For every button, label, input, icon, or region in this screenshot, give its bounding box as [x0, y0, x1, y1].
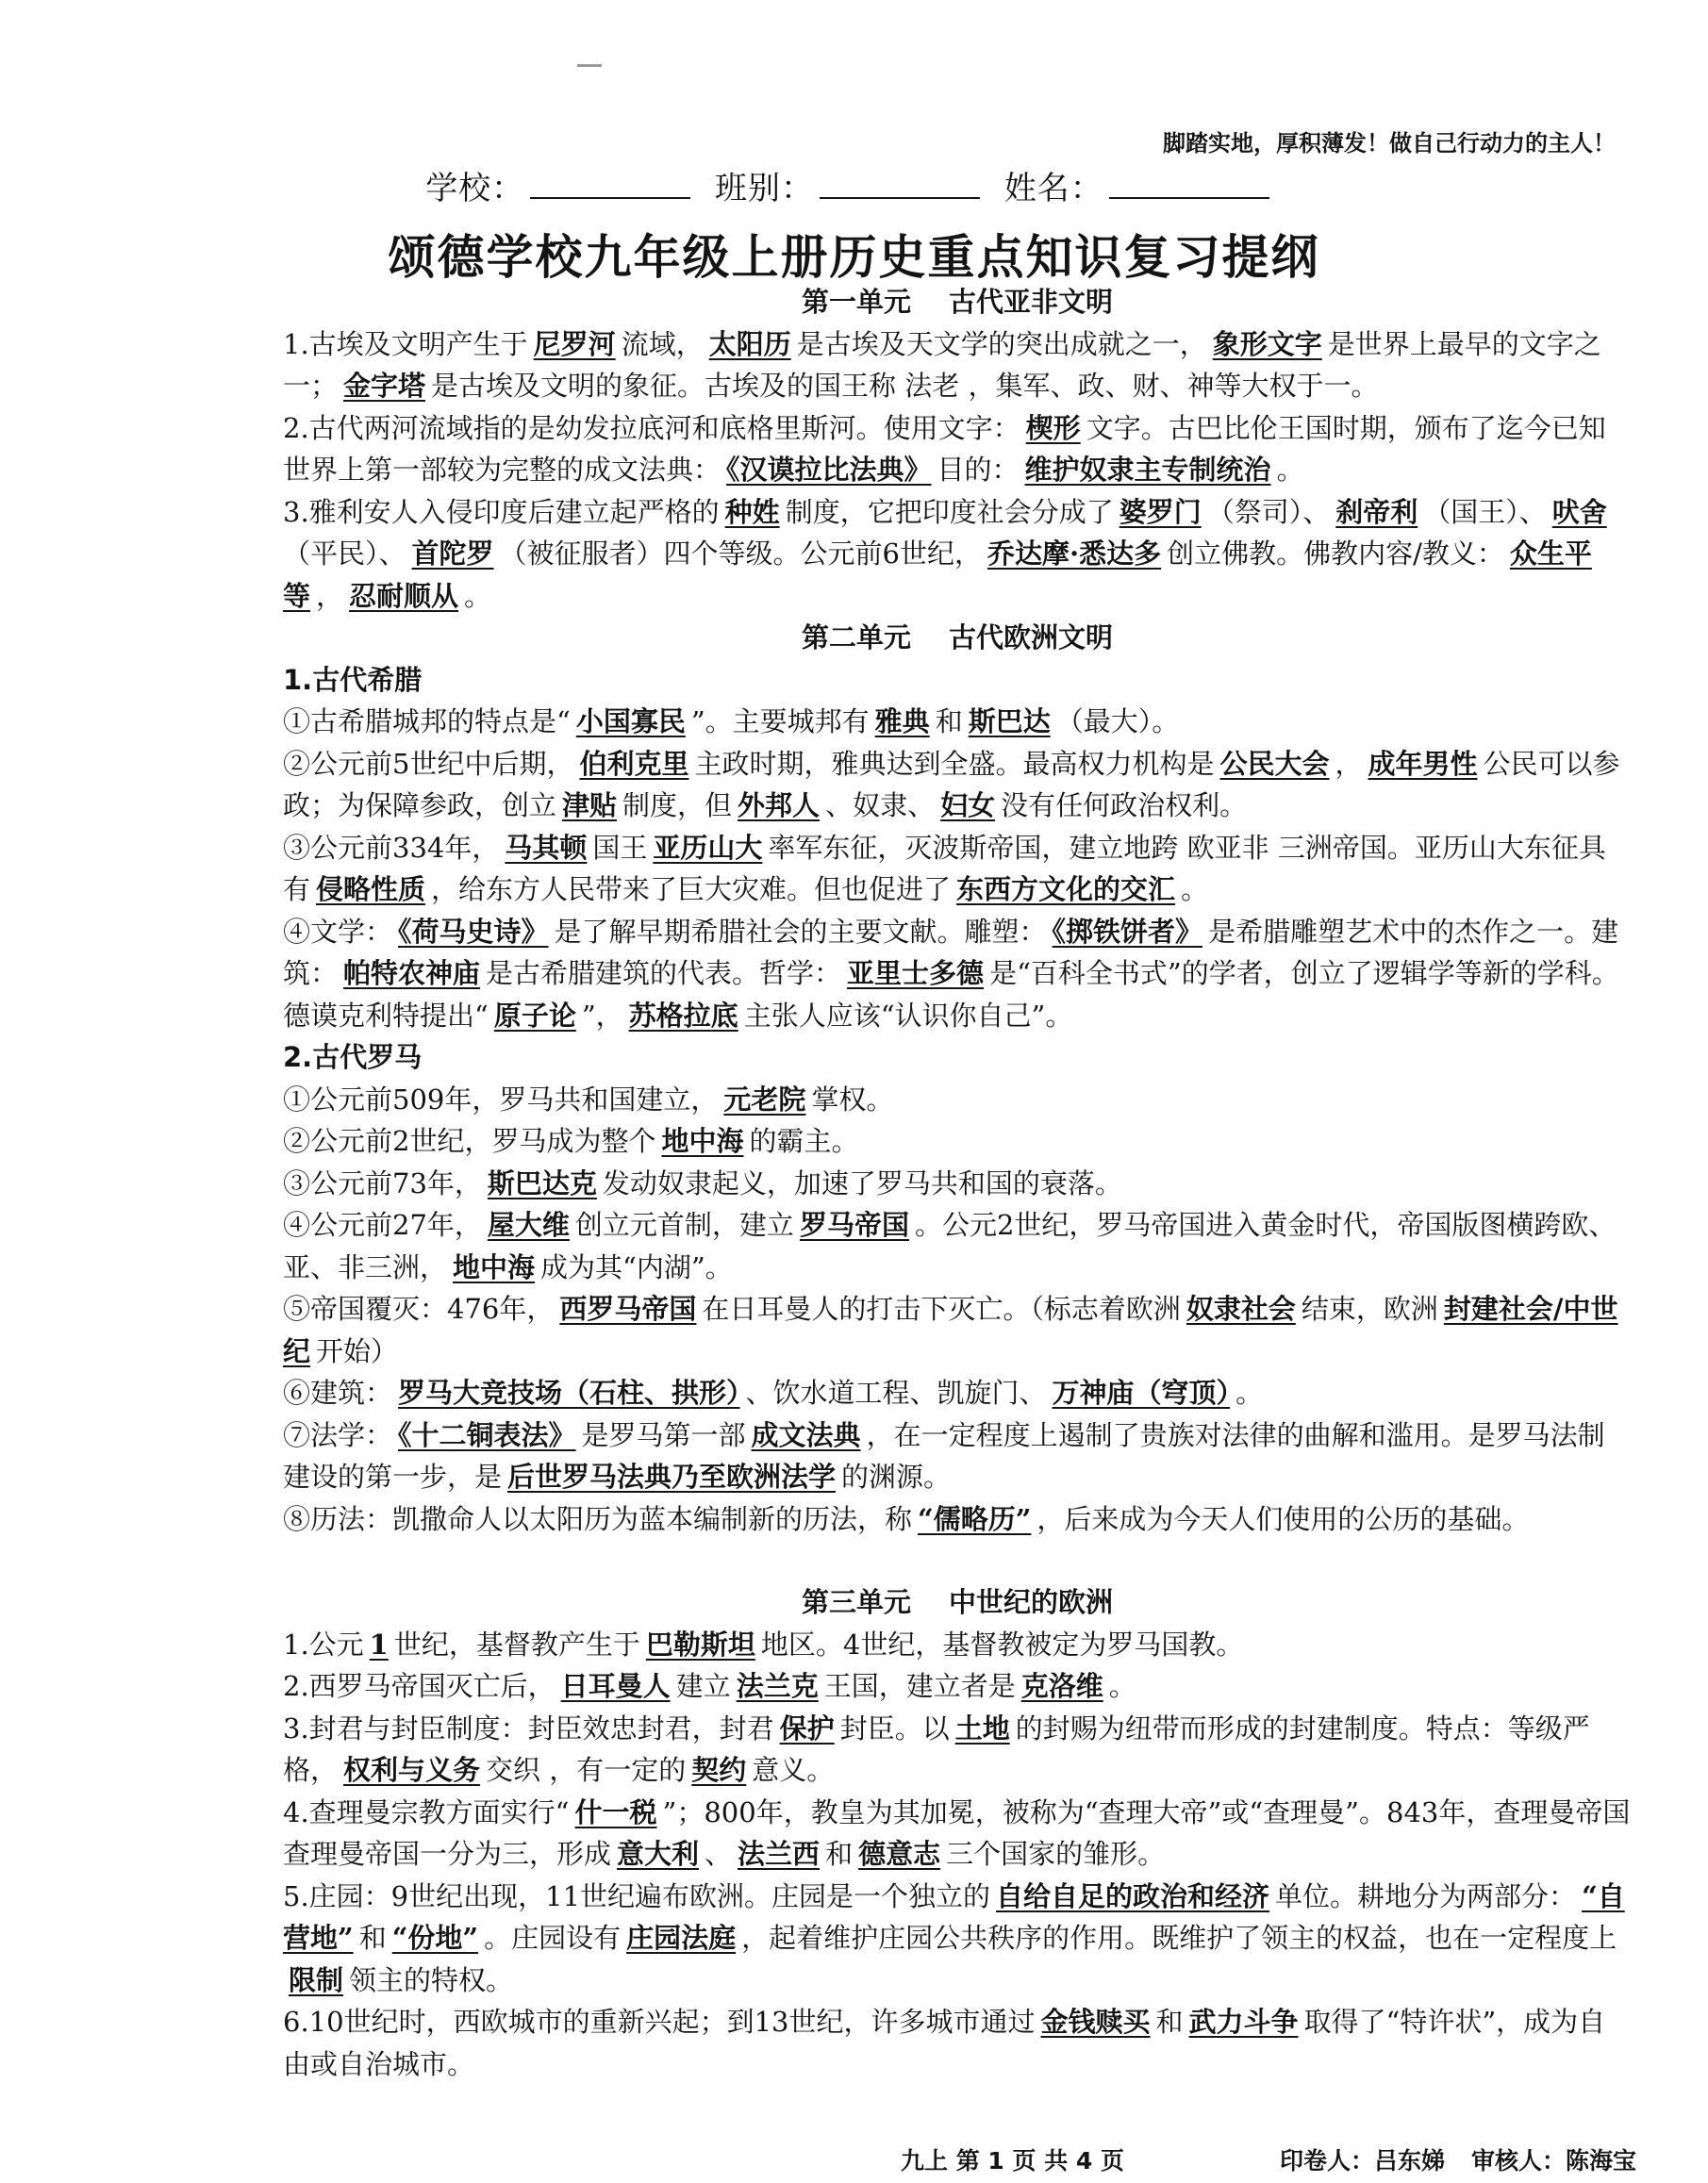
answer-blank: 《掷铁饼者》 [1052, 915, 1203, 948]
text-segment: ”。主要城邦有 [690, 705, 870, 737]
text-segment: 是古埃及文明的象征。古埃及的国王称 法老 ，集军、政、财、神等大权于一。 [431, 370, 1379, 402]
text-segment: 制度，但 [622, 789, 733, 821]
text-segment: ，在一定程度上遏制了贵族对法律的曲解和滥用。是罗马法制建设的第一步，是 [283, 1418, 1605, 1493]
text-segment: 制度，它把印度社会分成了 [785, 495, 1114, 528]
text-segment: ①公元前509年，罗马共和国建立， [283, 1083, 719, 1116]
name-label: 姓名： [1003, 170, 1103, 207]
section-heading: 1.古代希腊 [283, 663, 423, 696]
text-segment: ，后来成为今天人们使用的公历的基础。 [1036, 1502, 1530, 1535]
text-segment: 结束，欧洲 [1301, 1293, 1438, 1325]
text-segment: ⑤帝国覆灭：476年， [283, 1293, 555, 1325]
text-segment: 是了解早期希腊社会的主要文献。雕塑： [554, 915, 1047, 948]
text-segment: 5.庄园：9世纪出现，11世纪遍布欧洲。庄园是一个独立的 [283, 1879, 991, 1912]
text-segment: 、奴隶、 [825, 789, 936, 821]
paragraph [283, 1120, 1632, 1163]
text-segment: 1.古埃及文明产生于 [283, 327, 528, 360]
text-segment: 目的： [937, 454, 1020, 486]
paragraph [283, 1204, 1632, 1288]
answer-blank: 金钱赎买 [1040, 2006, 1151, 2038]
paragraph [283, 701, 1632, 743]
answer-blank: 太阳历 [708, 327, 791, 360]
text-segment: 和 [935, 705, 963, 737]
text-segment: 主张人应该“认识你自己”。 [743, 999, 1073, 1032]
text-segment: 的渊源。 [841, 1461, 952, 1493]
text-segment: （最大）。 [1055, 705, 1180, 737]
answer-blank: 德意志 [858, 1838, 941, 1870]
answer-blank: 刹帝利 [1335, 495, 1418, 528]
unit-1-heading: 第一单元 古代亚非文明 [801, 286, 1114, 318]
section-heading: 2.古代罗马 [283, 1041, 423, 1073]
answer-blank: 尼罗河 [533, 327, 616, 360]
answer-blank: 金字塔 [343, 370, 426, 402]
text-segment: 的霸主。 [749, 1125, 859, 1157]
paragraph [283, 491, 1632, 618]
text-segment: ， [1335, 747, 1363, 780]
page-title: 颂德学校九年级上册历史重点知识复习提纲 [388, 230, 1320, 285]
answer-blank: 保护 [779, 1712, 835, 1745]
text-segment: 和 [358, 1922, 387, 1954]
school-field[interactable] [530, 171, 690, 199]
text-segment: 4.查理曼宗教方面实行“ [283, 1795, 570, 1828]
text-segment: ”；800年，教皇为其加冕，被称为“查理大帝”或“查理曼”。843年，查理曼帝国查理曼帝国一分为三，形成 [283, 1795, 1631, 1870]
answer-blank: 《十二铜表法》 [398, 1418, 576, 1451]
text-segment: 没有任何政治权利。 [1001, 789, 1248, 821]
answer-blank: 日耳曼人 [560, 1670, 671, 1702]
answer-blank: 忍耐顺从 [349, 579, 459, 612]
answer-blank: 什一税 [574, 1795, 657, 1828]
text-segment: ， [316, 579, 344, 612]
answer-blank: 津贴 [562, 789, 618, 821]
text-segment: ，起着维护庄园公共秩序的作用。既维护了领主的权益，也在一定程度上 [741, 1922, 1617, 1954]
answer-blank: 侵略性质 [316, 873, 426, 905]
text-segment: 领主的特权。 [349, 1963, 514, 1996]
spacer [283, 1540, 1632, 1581]
text-segment: 是古埃及天文学的突出成就之一， [796, 327, 1207, 360]
answer-blank: 巴勒斯坦 [645, 1628, 755, 1661]
text-segment: 单位。耕地分为两部分： [1275, 1879, 1577, 1912]
paragraph [283, 1163, 1632, 1205]
text-segment: 掌权。 [811, 1083, 894, 1116]
answer-blank: 克洛维 [1020, 1670, 1103, 1702]
text-segment: 3.雅利安人入侵印度后建立起严格的 [283, 495, 720, 528]
text-segment: 1.公元 [283, 1628, 364, 1661]
answer-blank: 首陀罗 [411, 537, 494, 570]
text-segment: ①古希腊城邦的特点是“ [283, 705, 571, 737]
text-segment: 成为其“内湖”。 [540, 1250, 733, 1283]
answer-blank: 1 [369, 1628, 389, 1661]
text-segment: 3.封君与封臣制度：封臣效忠封君，封君 [283, 1712, 774, 1745]
answer-blank: 奴隶社会 [1186, 1293, 1296, 1325]
text-segment: 是“百科全书式”的学者，创立了逻辑学等新的学科。德谟克利特提出“ [283, 957, 1619, 1032]
answer-blank: 斯巴达克 [487, 1166, 597, 1199]
text-segment: ”， [581, 999, 623, 1032]
unit-2-heading: 第二单元 古代欧洲文明 [801, 621, 1114, 653]
text-segment: 在日耳曼人的打击下灭亡。（标志着欧洲 [702, 1293, 1181, 1325]
answer-blank: 成文法典 [751, 1418, 861, 1451]
paragraph [283, 1288, 1632, 1372]
text-segment: 率军东征，灭波斯帝国，建立地跨 欧亚非 三洲帝国。亚历山大东征具有 [283, 831, 1606, 905]
paragraph [283, 407, 1632, 491]
text-segment: （平民）、 [283, 537, 406, 570]
text-segment: （祭司）、 [1206, 495, 1331, 528]
answer-blank: “份地” [391, 1922, 479, 1954]
answer-blank: 维护奴隶主专制统治 [1024, 454, 1271, 486]
answer-blank: 妇女 [940, 789, 996, 821]
outline-content [283, 281, 1632, 2085]
text-segment: 、 [705, 1838, 733, 1870]
answer-blank: 婆罗门 [1119, 495, 1202, 528]
text-segment: 是希腊雕塑艺术中的杰作之一。建筑： [283, 915, 1619, 989]
answer-blank: 马其顿 [505, 831, 588, 864]
answer-blank: 吠舍 [1551, 495, 1607, 528]
answer-blank: 法兰克 [736, 1670, 819, 1702]
text-segment: 王国，建立者是 [823, 1670, 1016, 1702]
text-segment: 2.古代两河流域指的是幼发拉底河和底格里斯河。使用文字： [283, 411, 1020, 444]
paragraph [283, 1372, 1632, 1414]
text-segment: 国王 [592, 831, 648, 864]
paragraph [283, 911, 1632, 1037]
text-segment: 流域， [621, 327, 704, 360]
name-field[interactable] [1109, 171, 1269, 199]
scan-mark [577, 64, 602, 67]
text-segment: 发动奴隶起义，加速了罗马共和国的衰落。 [602, 1166, 1122, 1199]
answer-blank: 公民大会 [1219, 747, 1330, 780]
text-segment: 和 [1155, 2006, 1184, 2038]
answer-blank: 罗马大竞技场（石柱、拱形） [398, 1377, 740, 1409]
answer-blank: 封建社会/中世纪 [283, 1293, 1618, 1367]
text-segment: 地区。4世纪，基督教被定为罗马国教。 [760, 1628, 1244, 1661]
text-segment: 和 [825, 1838, 854, 1870]
answer-blank: “儒略历” [918, 1502, 1032, 1535]
paragraph [283, 2001, 1632, 2085]
answer-blank: 亚里士多德 [847, 957, 985, 989]
answer-blank: 众生平等 [283, 537, 1592, 612]
printer-credit: 印卷人：吕东娣 [1280, 2147, 1446, 2175]
text-segment: 开始） [316, 1334, 399, 1367]
answer-blank: 限制 [289, 1963, 344, 1996]
text-segment: 。 [1235, 1377, 1264, 1409]
text-segment: 封臣。以 [839, 1712, 950, 1745]
text-segment: 。 [464, 579, 492, 612]
text-segment: ⑧历法：凯撒命人以太阳历为蓝本编制新的历法，称 [283, 1502, 913, 1535]
unit-3-heading: 第三单元 中世纪的欧洲 [801, 1586, 1114, 1618]
text-segment: ⑦法学： [283, 1418, 393, 1451]
answer-blank: 种姓 [724, 495, 780, 528]
answer-blank: 自给自足的政治和经济 [996, 1879, 1270, 1912]
text-segment: 创立元首制，建立 [574, 1209, 794, 1241]
paragraph [283, 1665, 1632, 1708]
text-segment: 6.10世纪时，西欧城市的重新兴起；到13世纪，许多城市通过 [283, 2006, 1036, 2038]
paragraph [283, 1414, 1632, 1498]
text-segment: 是罗马第一部 [581, 1418, 746, 1451]
answer-blank: 外邦人 [738, 789, 821, 821]
text-segment: ②公元前2世纪，罗马成为整个 [283, 1125, 656, 1157]
paragraph [283, 827, 1632, 911]
text-segment: 意义。 [752, 1754, 835, 1786]
answer-blank: 罗马帝国 [799, 1209, 909, 1241]
text-segment: 。 [1276, 454, 1304, 486]
answer-blank: 苏格拉底 [628, 999, 738, 1032]
text-segment: 主政时期，雅典达到全盛。最高权力机构是 [694, 747, 1215, 780]
answer-blank: 地中海 [661, 1125, 744, 1157]
paragraph [283, 1876, 1632, 2002]
text-segment: 取得了“特许状”，成为自由或自治城市。 [283, 2006, 1606, 2080]
answer-blank: 亚历山大 [653, 831, 763, 864]
answer-blank: 意大利 [617, 1838, 700, 1870]
answer-blank: 土地 [954, 1712, 1010, 1745]
text-segment: 三个国家的雏形。 [946, 1838, 1166, 1870]
answer-blank: 象形文字 [1212, 327, 1322, 360]
answer-blank: 武力斗争 [1188, 2006, 1299, 2038]
text-segment: 、饮水道工程、凯旋门、 [745, 1377, 1047, 1409]
paragraph [283, 743, 1632, 827]
paragraph [283, 1079, 1632, 1121]
answer-blank: 伯利克里 [579, 747, 689, 780]
text-segment: 是世界上最早的文字之一； [283, 327, 1601, 402]
answer-blank: 权利与义务 [343, 1754, 481, 1786]
class-label: 班别： [715, 170, 814, 207]
page-number: 九上 第 1 页 共 4 页 [901, 2147, 1125, 2175]
text-segment: 创立佛教。佛教内容/教义： [1167, 537, 1504, 570]
text-segment: ④文学： [283, 915, 393, 948]
answer-blank: 西罗马帝国 [559, 1293, 697, 1325]
text-segment: 文字。古巴比伦王国时期，颁布了迄今已知世界上第一部较为完整的成文法典： [283, 411, 1606, 486]
paragraph [283, 1708, 1632, 1792]
text-segment: ，给东方人民带来了巨大灾难。但也促进了 [431, 873, 952, 905]
motto: 脚踏实地，厚积薄发！做自己行动力的主人！ [1163, 130, 1616, 157]
class-field[interactable] [820, 171, 980, 199]
paragraph [283, 1498, 1632, 1541]
text-segment: ③公元前73年， [283, 1166, 482, 1199]
answer-blank: 后世罗马法典乃至欧洲法学 [507, 1461, 837, 1493]
reviewer-credit: 审核人：陈海宝 [1471, 2147, 1637, 2175]
text-segment: ③公元前334年， [283, 831, 500, 864]
answer-blank: 《荷马史诗》 [398, 915, 549, 948]
answer-blank: 庄园法庭 [626, 1922, 737, 1954]
text-segment: 。 [1108, 1670, 1136, 1702]
answer-blank: 屋大维 [487, 1209, 570, 1241]
text-segment: ②公元前5世纪中后期， [283, 747, 574, 780]
answer-blank: 《汉谟拉比法典》 [726, 454, 932, 486]
text-segment: （被征服者）四个等级。公元前6世纪， [499, 537, 982, 570]
paragraph [283, 323, 1632, 407]
answer-blank: 契约 [691, 1754, 747, 1786]
answer-blank: 东西方文化的交汇 [956, 873, 1176, 905]
answer-blank: 元老院 [723, 1083, 806, 1116]
answer-blank: 万神庙（穹顶） [1052, 1377, 1231, 1409]
answer-blank: “自营地” [283, 1879, 1625, 1954]
text-segment: 交织 ，有一定的 [486, 1754, 687, 1786]
text-segment: 的封赐为纽带而形成的封建制度。特点：等级严格， [283, 1712, 1590, 1786]
text-segment: 建立 [675, 1670, 731, 1702]
answer-blank: 法兰西 [738, 1838, 821, 1870]
answer-blank: 雅典 [874, 705, 930, 737]
text-segment: 。庄园设有 [484, 1922, 622, 1954]
answer-blank: 帕特农神庙 [343, 957, 481, 989]
answer-blank: 地中海 [453, 1250, 536, 1283]
paragraph [283, 1792, 1632, 1876]
text-segment: ④公元前27年， [283, 1209, 482, 1241]
text-segment: 公民可以参政；为保障参政，创立 [283, 747, 1620, 821]
text-segment: 2.西罗马帝国灭亡后， [283, 1670, 556, 1702]
answer-blank: 成年男性 [1368, 747, 1478, 780]
text-segment: 。 [1181, 873, 1209, 905]
answer-blank: 斯巴达 [968, 705, 1051, 737]
answer-blank: 原子论 [493, 999, 576, 1032]
student-info-fields [0, 162, 1708, 208]
school-label: 学校： [425, 170, 525, 207]
text-segment: 。公元2世纪，罗马帝国进入黄金时代，帝国版图横跨欧、亚、非三洲， [283, 1209, 1617, 1283]
paragraph [283, 1624, 1632, 1666]
text-segment: （国王）、 [1423, 495, 1547, 528]
text-segment: ⑥建筑： [283, 1377, 393, 1409]
text-segment: 是古希腊建筑的代表。哲学： [486, 957, 842, 989]
answer-blank: 小国寡民 [575, 705, 686, 737]
answer-blank: 乔达摩·悉达多 [987, 537, 1162, 570]
text-segment: 世纪，基督教产生于 [393, 1628, 640, 1661]
answer-blank: 楔形 [1025, 411, 1081, 444]
